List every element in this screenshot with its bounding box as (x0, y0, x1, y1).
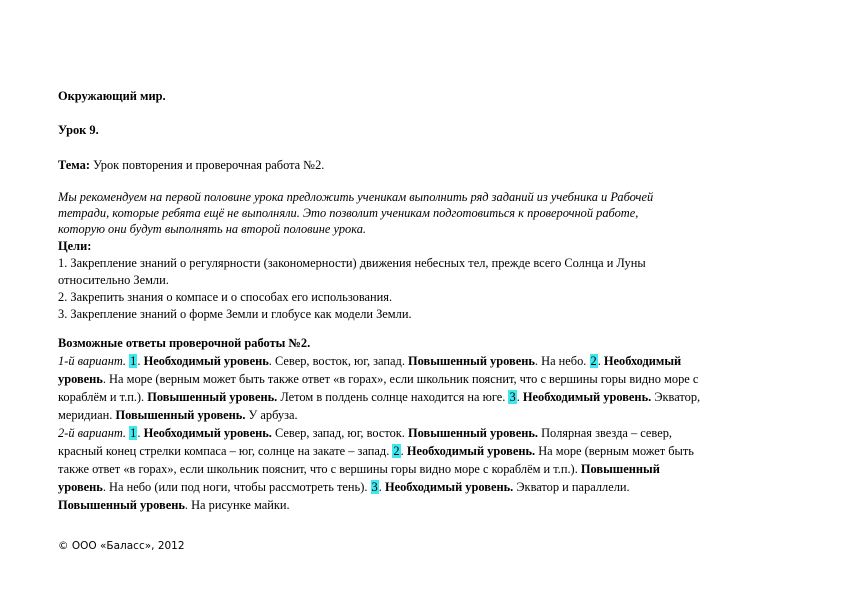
lesson-heading: Урок 9. (58, 123, 99, 137)
variant2-label: 2-й вариант. (58, 426, 127, 440)
answer-number-3: 3 (371, 480, 378, 494)
goals-label: Цели: (58, 239, 92, 253)
variant2-line: Повышенный уровень. На рисунке майки. (58, 498, 290, 512)
topic-line (58, 158, 324, 173)
answers-title: Возможные ответы проверочной работы №2. (58, 336, 311, 350)
goal-item-cont: относительно Земли. (58, 273, 169, 287)
variant2-line: 2-й вариант. 1. Необходимый уровень. Север, запад, юг, восток. Повышенный уровень. Полярная звезда – север, (58, 426, 672, 440)
goal-item: 3. Закрепление знаний о форме Земли и глобусе как модели Земли. (58, 307, 412, 321)
copyright-footer: © ООО «Баласс», 2012 (58, 540, 185, 552)
topic-label: Тема: (58, 158, 90, 172)
answer-number-2: 2 (393, 444, 400, 458)
variant2-line: красный конец стрелки компаса – юг, солнце на закате – запад. 2. Необходимый уровень. На море (верным может быть (58, 444, 694, 458)
goal-item: 1. Закрепление знаний о регулярности (закономерности) движения небесных тел, прежде всего Солнца и Луны (58, 256, 646, 270)
variant1-line: уровень. На море (верным может быть также ответ «в горах», если школьник пояснит, что с вершины горы видно море с (58, 372, 699, 386)
recommendation-line: тетради, которые ребята ещё не выполняли. Это позволит ученикам подготовиться к проверочной работе, (58, 206, 639, 220)
level-advanced: Повышенный уровень (408, 354, 535, 368)
recommendation-line: которую они будут выполнять на второй половине урока. (58, 222, 366, 236)
answer-number-1: 1 (130, 354, 137, 368)
variant1-line: кораблём и т.п.). Повышенный уровень. Летом в полдень солнце находится на юге. 3. Необходимый уровень. Экватор, (58, 390, 701, 404)
variant1-label: 1-й вариант. (58, 354, 127, 368)
topic-text: Урок повторения и проверочная работа №2. (89, 158, 325, 172)
variant1-line: меридиан. Повышенный уровень. У арбуза. (58, 408, 298, 422)
recommendation-line: Мы рекомендуем на первой половине урока предложить ученикам выполнить ряд заданий из учебника и Рабочей (58, 190, 654, 204)
answer-number-3: 3 (509, 390, 516, 404)
variant1-line: 1-й вариант. 1. Необходимый уровень. Север, восток, юг, запад. Повышенный уровень. На небо. 2. Необходимый (58, 354, 682, 368)
goal-item: 2. Закрепить знания о компасе и о способах его использования. (58, 290, 393, 304)
answer-number-1: 1 (130, 426, 137, 440)
variant2-line: уровень. На небо (или под ноги, чтобы рассмотреть тень). 3. Необходимый уровень. Экватор и параллели. (58, 480, 630, 494)
subject-heading: Окружающий мир. (58, 89, 166, 103)
variant2-line: также ответ «в горах», если школьник пояснит, что с вершины горы видно море с кораблём и т.п.). Повышенный (58, 462, 660, 476)
level-required: Необходимый уровень (143, 354, 269, 368)
answer-number-2: 2 (590, 354, 597, 368)
